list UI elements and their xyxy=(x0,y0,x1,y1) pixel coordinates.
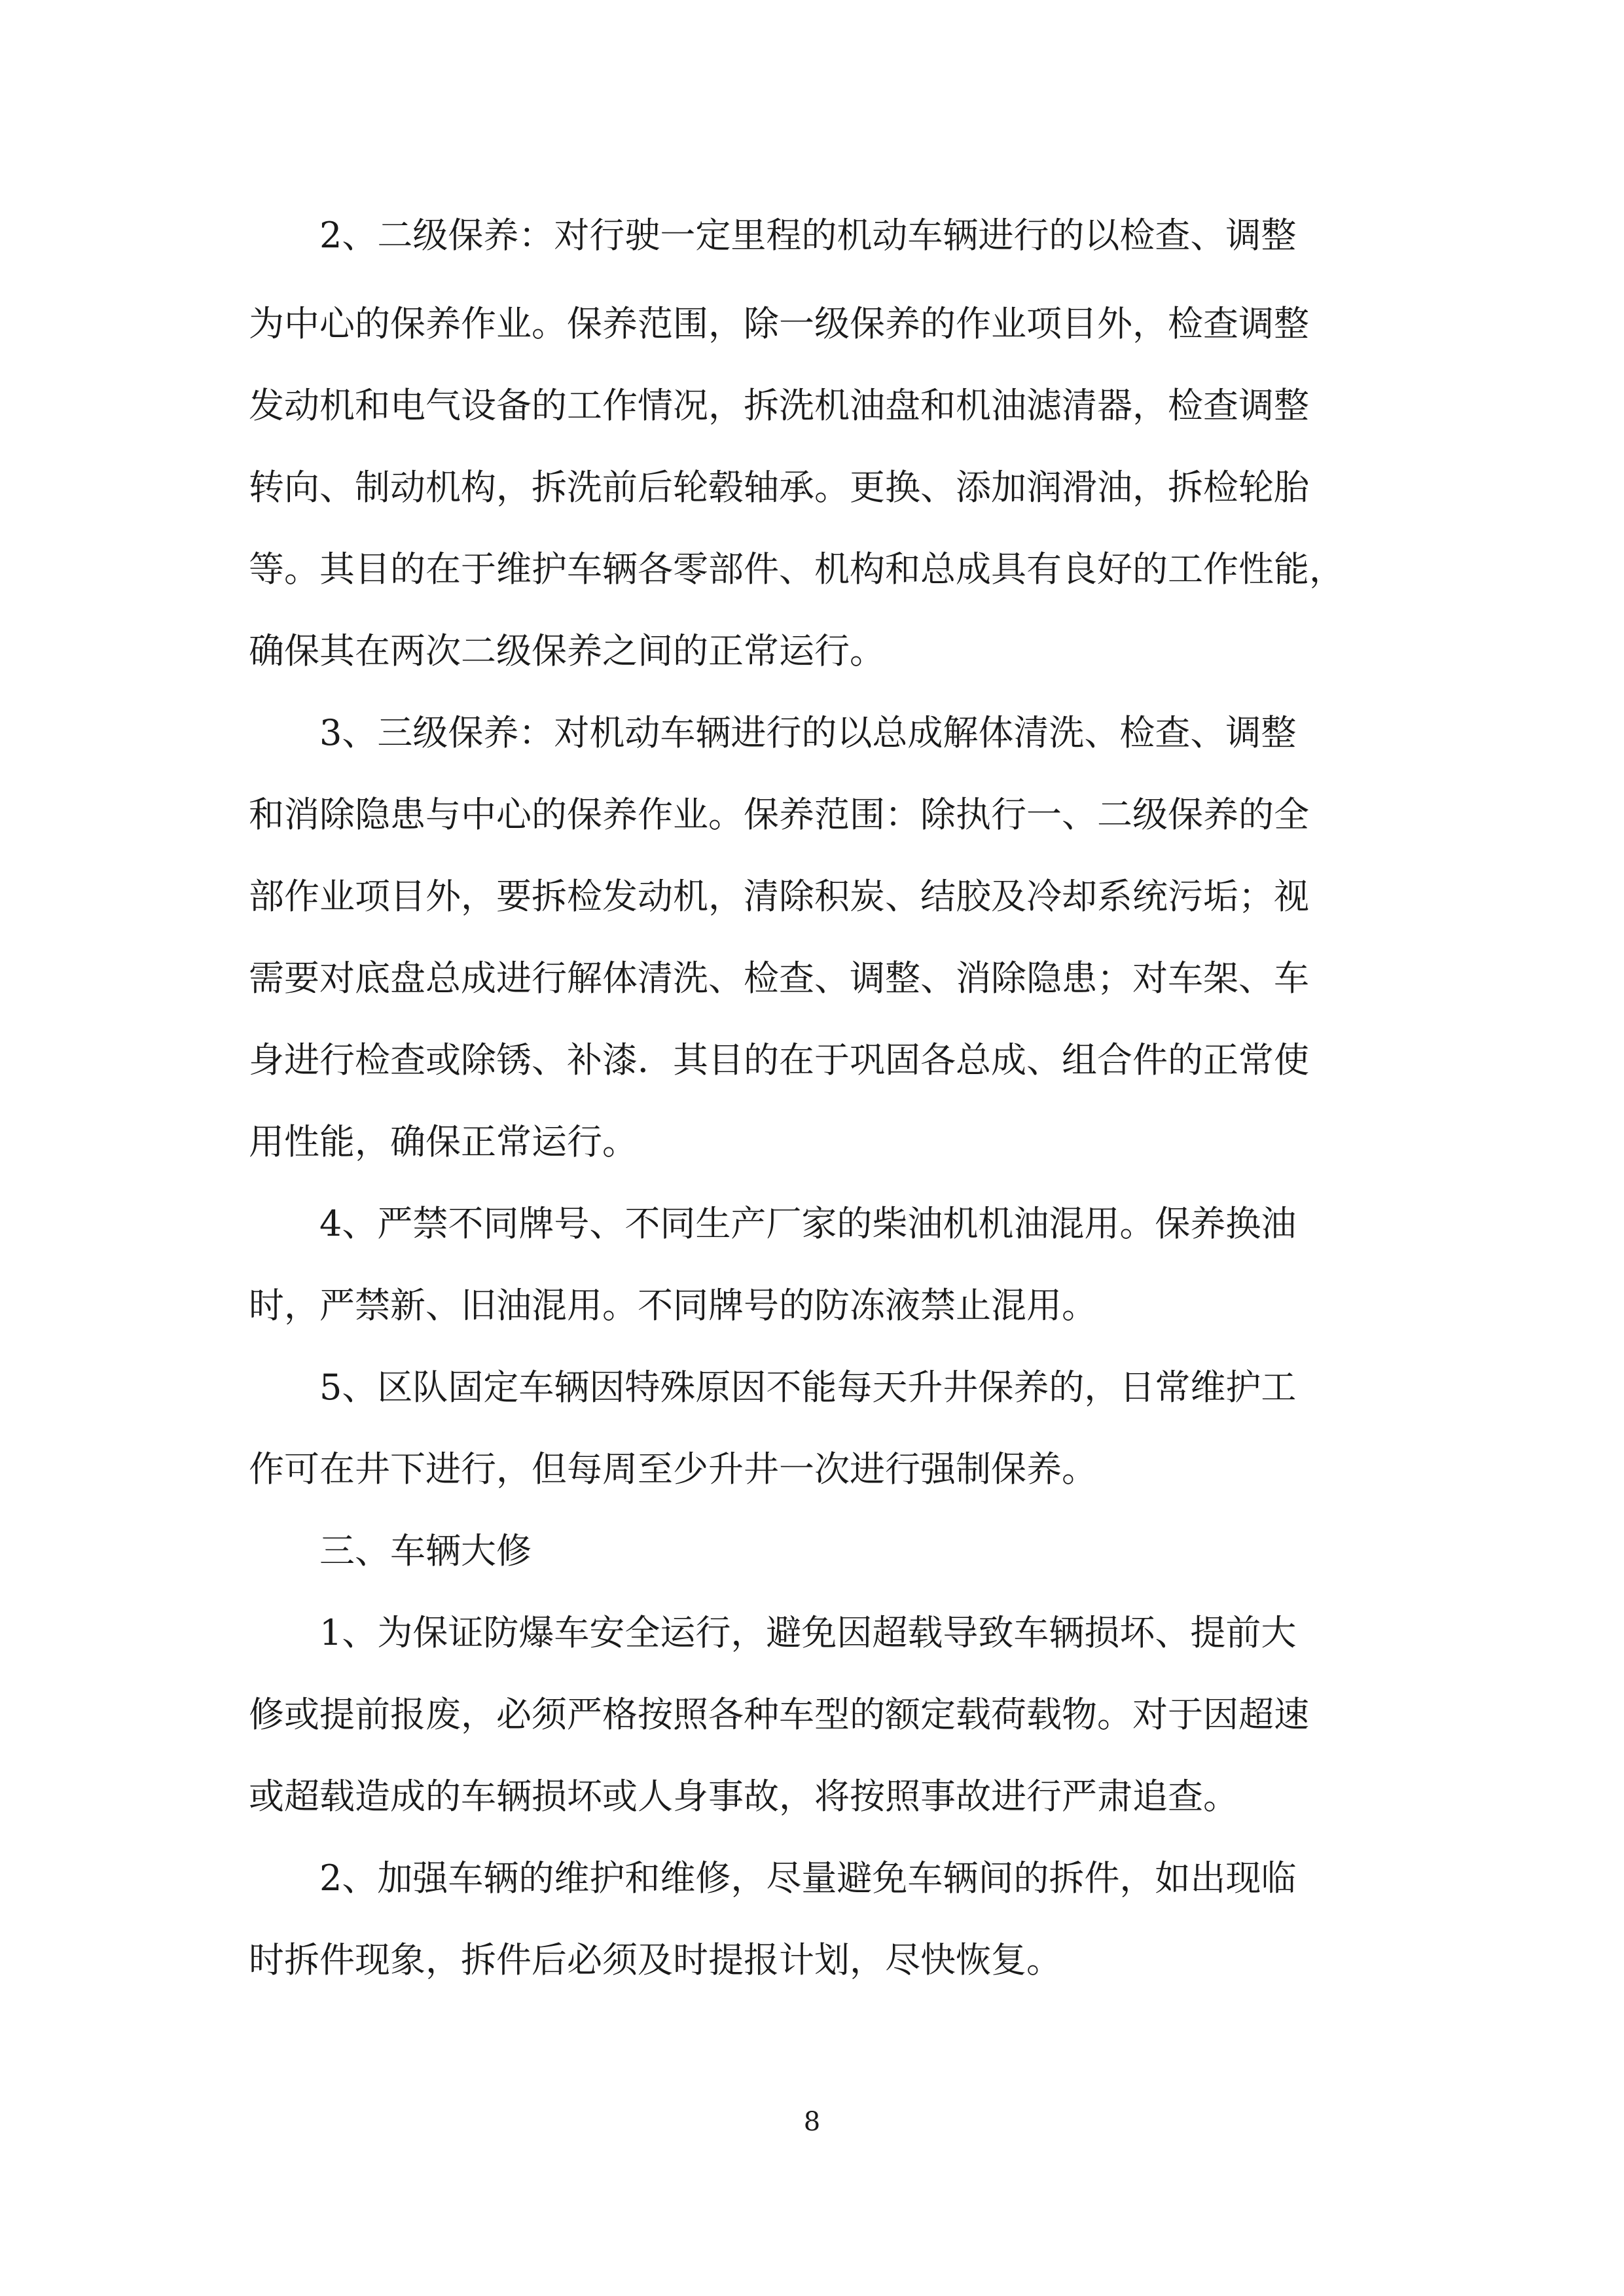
text-line: 5、区队固定车辆因特殊原因不能每天升井保养的，日常维护工 xyxy=(319,1367,1297,1408)
section-heading: 三、车辆大修 xyxy=(319,1530,532,1571)
text-line: 转向、制动机构，拆洗前后轮毂轴承。更换、添加润滑油，拆检轮胎 xyxy=(249,467,1309,508)
page-number: 8 xyxy=(803,2107,821,2137)
text-line: 和消除隐患与中心的保养作业。保养范围：除执行一、二级保养的全 xyxy=(249,794,1309,835)
text-line: 作可在井下进行，但每周至少升井一次进行强制保养。 xyxy=(249,1448,1097,1490)
text-line: 用性能，确保正常运行。 xyxy=(249,1121,638,1162)
text-line: 部作业项目外，要拆检发动机，清除积炭、结胶及冷却系统污垢；视 xyxy=(249,876,1309,917)
text-line: 3、三级保养：对机动车辆进行的以总成解体清洗、检查、调整 xyxy=(319,712,1297,753)
text-line: 为中心的保养作业。保养范围，除一级保养的作业项目外，检查调整 xyxy=(249,303,1309,344)
text-line: 1、为保证防爆车安全运行，避免因超载导致车辆损坏、提前大 xyxy=(319,1612,1297,1653)
text-line: 4、严禁不同牌号、不同生产厂家的柴油机机油混用。保养换油 xyxy=(319,1203,1297,1244)
text-line: 2、二级保养：对行驶一定里程的机动车辆进行的以检查、调整 xyxy=(319,215,1297,256)
text-line: 需要对底盘总成进行解体清洗、检查、调整、消除隐患；对车架、车 xyxy=(249,958,1309,999)
text-line: 确保其在两次二级保养之间的正常运行。 xyxy=(249,630,885,672)
text-line: 时拆件现象，拆件后必须及时提报计划，尽快恢复。 xyxy=(249,1939,1062,1981)
text-line: 或超载造成的车辆损坏或人身事故，将按照事故进行严肃追查。 xyxy=(249,1776,1238,1817)
text-line: 等。其目的在于维护车辆各零部件、机构和总成具有良好的工作性能， xyxy=(249,548,1344,590)
text-line: 发动机和电气设备的工作情况，拆洗机油盘和机油滤清器，检查调整 xyxy=(249,385,1309,426)
text-line: 身进行检查或除锈、补漆．其目的在于巩固各总成、组合件的正常使 xyxy=(249,1039,1309,1081)
text-line: 时，严禁新、旧油混用。不同牌号的防冻液禁止混用。 xyxy=(249,1285,1097,1326)
text-line: 修或提前报废，必须严格按照各种车型的额定载荷载物。对于因超速 xyxy=(249,1694,1309,1735)
text-line: 2、加强车辆的维护和维修，尽量避免车辆间的拆件，如出现临 xyxy=(319,1857,1297,1899)
